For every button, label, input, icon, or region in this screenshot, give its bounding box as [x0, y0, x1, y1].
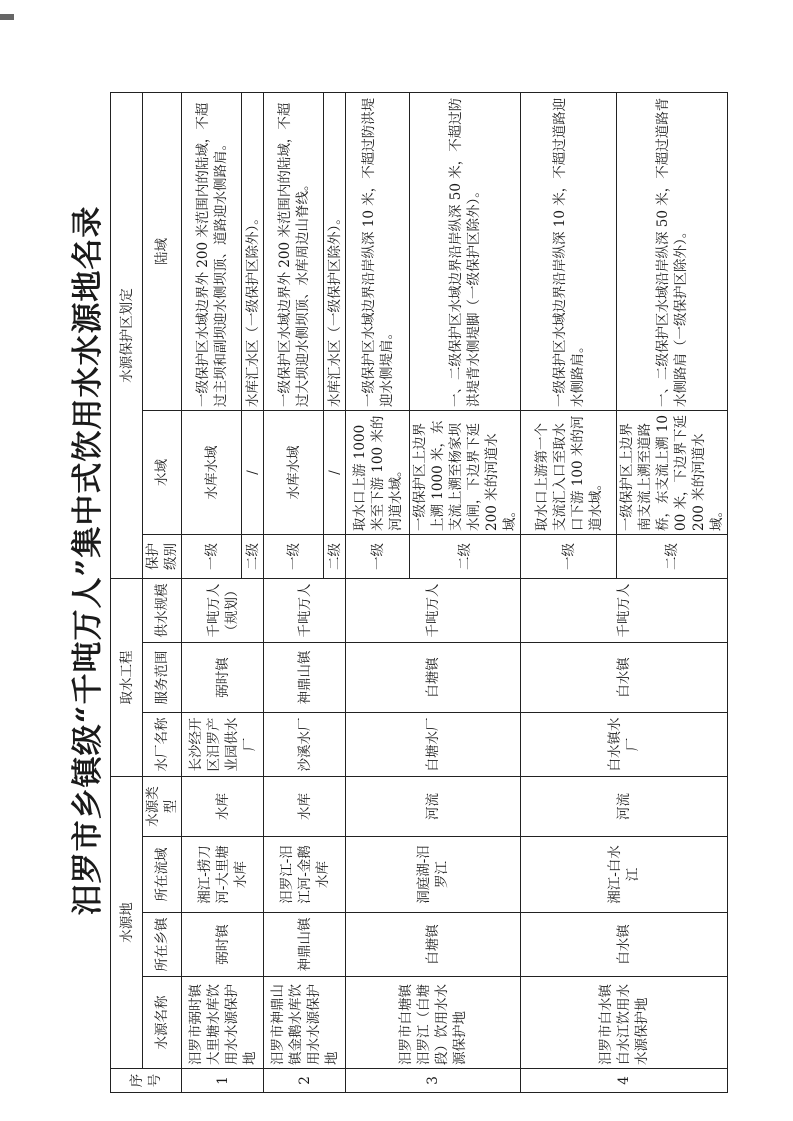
row-no: 1: [182, 1069, 264, 1093]
source-type: 水库: [264, 777, 346, 837]
supply-scale: 千吨万人: [521, 578, 728, 642]
source-name: 汨罗市白塘镇汨罗江（白塘段）饮用水水源保护地: [346, 977, 521, 1069]
header-land: 陆域: [143, 92, 182, 410]
basin: 洞庭湖-汨罗江: [346, 837, 521, 913]
page-title: 汨罗市乡镇级“千吨万人”集中式饮用水水源地名录: [70, 205, 106, 916]
water-zone: 水库水域: [182, 410, 242, 534]
land-zone: 一级保护区水域边界外 200 米范围内的陆域，不超过主坝和副坝迎水侧坝顶、道路迎水侧路肩。: [182, 92, 242, 410]
service-area: 神鼎山镇: [264, 643, 346, 713]
service-area: 白水镇: [521, 643, 728, 713]
source-type: 河流: [346, 777, 521, 837]
row-no: 4: [521, 1069, 728, 1093]
land-zone: 一级保护区水域边界沿岸纵深 10 米，不超过道路迎水侧路肩。: [521, 92, 617, 410]
protection-level: 一级: [521, 534, 617, 578]
protection-level: 二级: [324, 534, 346, 578]
header-plant: 水厂名称: [143, 713, 182, 777]
water-zone: 取水口上游 1000 米至下游 100 米的河道水域。: [346, 410, 410, 534]
town: 白塘镇: [346, 913, 521, 977]
header-no: 序号: [111, 1069, 182, 1093]
table-row: [264, 92, 324, 1092]
header-source: 水源地: [111, 777, 143, 1069]
header-water: 水域: [143, 410, 182, 534]
header-intake: 取水工程: [111, 578, 143, 776]
row-no: 3: [346, 1069, 521, 1093]
source-type: 河流: [521, 777, 728, 837]
header-source-name: 水源名称: [143, 977, 182, 1069]
protection-level: 二级: [617, 534, 728, 578]
header-town: 所在乡镇: [143, 913, 182, 977]
protection-level: 一级: [264, 534, 324, 578]
water-zone: 一级保护区上边界上溯 1000 米，东支流上溯至杨家坝水闸，下边界下延 200 米的河道水域。: [410, 410, 521, 534]
land-zone: 一级保护区水域边界沿岸纵深 10 米，不超过防洪堤迎水侧堤肩。: [346, 92, 410, 410]
basin: 湘江-捞刀河-大里塘水库: [182, 837, 264, 913]
land-zone: 水库汇水区（一级保护区除外）。: [242, 92, 264, 410]
water-zone: /: [324, 410, 346, 534]
protection-level: 一级: [346, 534, 410, 578]
supply-scale: 千吨万人: [264, 578, 346, 642]
header-scale: 供水规模: [143, 578, 182, 642]
header-level: 保护级别: [143, 534, 182, 578]
plant-name: 沙溪水厂: [264, 713, 346, 777]
service-area: 弼时镇: [182, 643, 264, 713]
supply-scale: 千吨万人（规划）: [182, 578, 264, 642]
water-zone: 取水口上游第一个支流汇入口至取水口下游 100 米的河道水域。: [521, 410, 617, 534]
header-zoning: 水源保护区划定: [111, 92, 143, 578]
plant-name: 长沙经开区汨罗产业园供水厂: [182, 713, 264, 777]
plant-name: 白塘水厂: [346, 713, 521, 777]
table-row: [521, 92, 617, 1092]
basin: 湘江-白水江: [521, 837, 728, 913]
town: 神鼎山镇: [264, 913, 346, 977]
header-service: 服务范围: [143, 643, 182, 713]
header-type: 水源类型: [143, 777, 182, 837]
water-zone: /: [242, 410, 264, 534]
source-type: 水库: [182, 777, 264, 837]
protection-level: 二级: [410, 534, 521, 578]
source-name: 汨罗市白水镇白水江饮用水水源保护地: [521, 977, 728, 1069]
supply-scale: 千吨万人: [346, 578, 521, 642]
town: 白水镇: [521, 913, 728, 977]
protection-level: 一级: [182, 534, 242, 578]
land-zone: 一、二级保护区水域边界沿岸纵深 50 米，不超过防洪堤背水侧堤脚（一级保护区除外）。: [410, 92, 521, 410]
row-no: 2: [264, 1069, 346, 1093]
water-zone: 一级保护区上边界南支流上溯至道路桥，东支流上溯 1000 米，下边界下延 200 米的河道水域。: [617, 410, 728, 534]
town: 弼时镇: [182, 913, 264, 977]
water-source-table: [110, 92, 728, 1093]
table-row: [346, 92, 410, 1092]
land-zone: 水库汇水区（一级保护区除外）。: [324, 92, 346, 410]
service-area: 白塘镇: [346, 643, 521, 713]
land-zone: 一、二级保护区水域沿岸纵深 50 米，不超过道路背水侧路肩（一级保护区除外）。: [617, 92, 728, 410]
land-zone: 一级保护区水域边界外 200 米范围内的陆域，不超过大坝迎水侧坝顶、水库周边山脊线。: [264, 92, 324, 410]
basin: 汨罗江-汨江河-金鹅水库: [264, 837, 346, 913]
source-name: 汨罗市弼时镇大里塘水库饮用水水源保护地: [182, 977, 264, 1069]
header-basin: 所在流域: [143, 837, 182, 913]
table-row: [182, 92, 242, 1092]
edge-mark: [0, 14, 14, 20]
plant-name: 白水镇水厂: [521, 713, 728, 777]
protection-level: 二级: [242, 534, 264, 578]
water-zone: 水库水域: [264, 410, 324, 534]
source-name: 汨罗市神鼎山镇金鹅水库饮用水水源保护地: [264, 977, 346, 1069]
